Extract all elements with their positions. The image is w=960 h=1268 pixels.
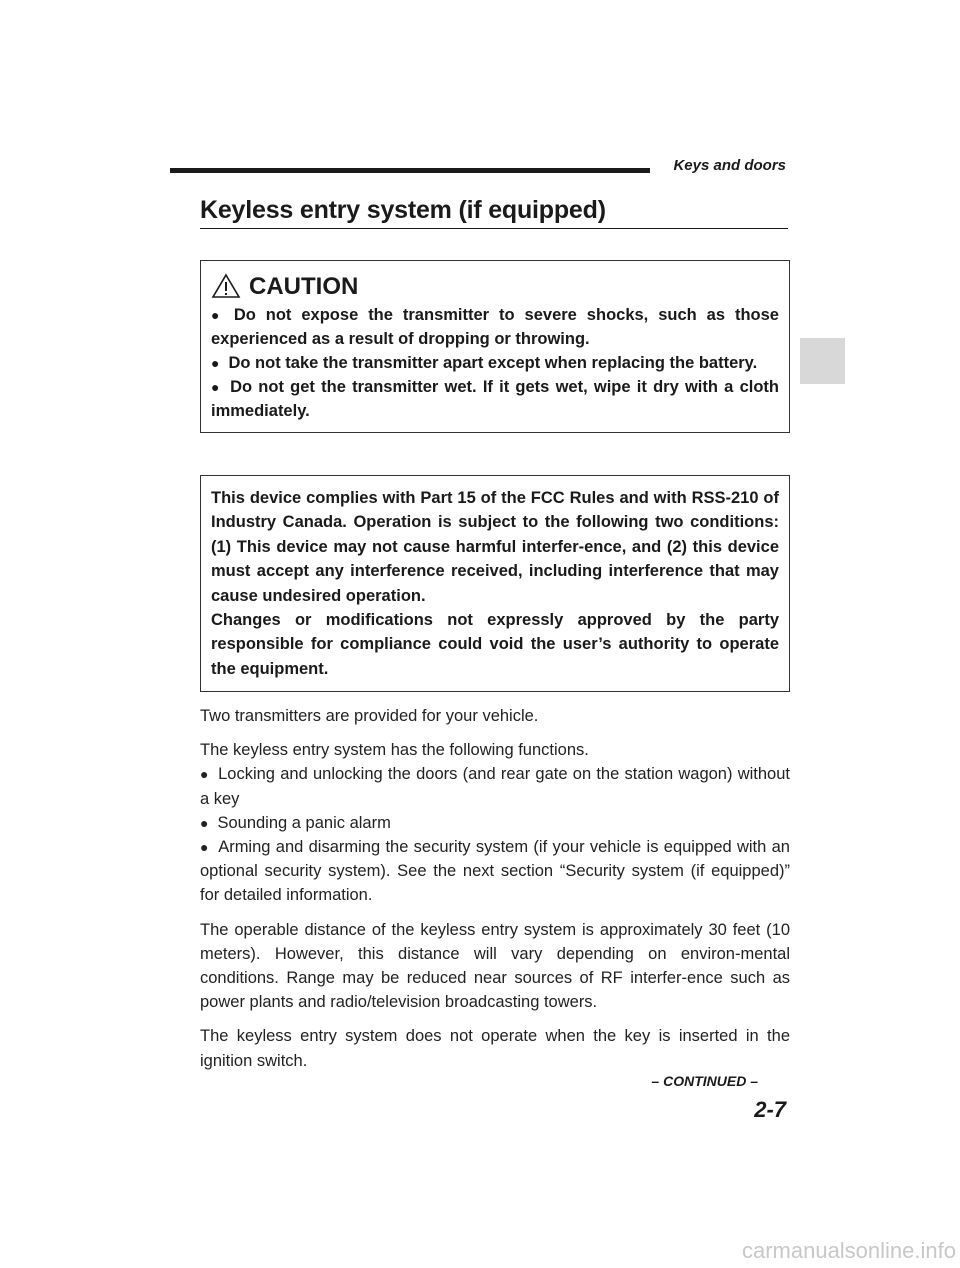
bullet-icon: ● [200,839,210,856]
header-rule [170,168,650,173]
bullet-icon: ● [200,814,209,831]
watermark: carmanualsonline.info [741,1238,956,1263]
continued-label: – CONTINUED – [651,1073,758,1089]
caution-title: CAUTION [249,273,359,300]
caution-item: ● Do not take the transmitter apart except when replacing the battery. [211,354,758,372]
page-number: 2-7 [754,1097,786,1122]
function-item: ● Locking and unlocking the doors (and rear gate on the station wagon) without a key [200,765,790,808]
bullet-icon: ● [211,379,222,395]
body-paragraph: The operable distance of the keyless entry system is approximately 30 feet (10 meters). However, this distance will vary depending on environ-mental conditions. Range may be reduced near sources of RF interfer-ence such as power plants and radio/television broadcasting towers. [200,920,790,1012]
body-paragraph: The keyless entry system does not operate when the key is inserted in the ignition switch. [200,1027,790,1070]
caution-item: ● Do not get the transmitter wet. If it gets wet, wipe it dry with a cloth immediately. [211,378,779,420]
bullet-icon: ● [211,355,220,371]
warning-triangle-icon [211,273,241,299]
fcc-notice-box [200,475,790,692]
caution-box [200,260,790,433]
functions-block [200,738,790,907]
body-text [200,704,790,1083]
caution-item: ● Do not expose the transmitter to severe shocks, such as those experienced as a result of dropping or throwing. [211,306,779,348]
bullet-icon: ● [211,307,225,323]
body-paragraph: The keyless entry system has the following functions. [200,741,589,760]
fcc-paragraph: This device complies with Part 15 of the FCC Rules and with RSS-210 of Industry Canada. Operation is subject to the following two conditions: (1) This device may not cause harmful interfer-ence, and (2) this device must accept any interference received, including interference that may cause undesired operation. [211,489,779,605]
page-heading: Keyless entry system (if equipped) [200,196,788,229]
bullet-icon: ● [200,766,210,783]
function-item: ● Arming and disarming the security system (if your vehicle is equipped with an optional security system). See the next section “Security system (if equipped)” for detailed information. [200,838,790,905]
fcc-paragraph: Changes or modifications not expressly approved by the party responsible for compliance could void the user’s authority to operate the equipment. [211,611,779,678]
body-paragraph: Two transmitters are provided for your vehicle. [200,707,539,725]
caution-header [211,273,779,301]
chapter-tab [800,338,845,384]
section-title: Keys and doors [673,157,786,174]
function-item: ● Sounding a panic alarm [200,813,391,832]
